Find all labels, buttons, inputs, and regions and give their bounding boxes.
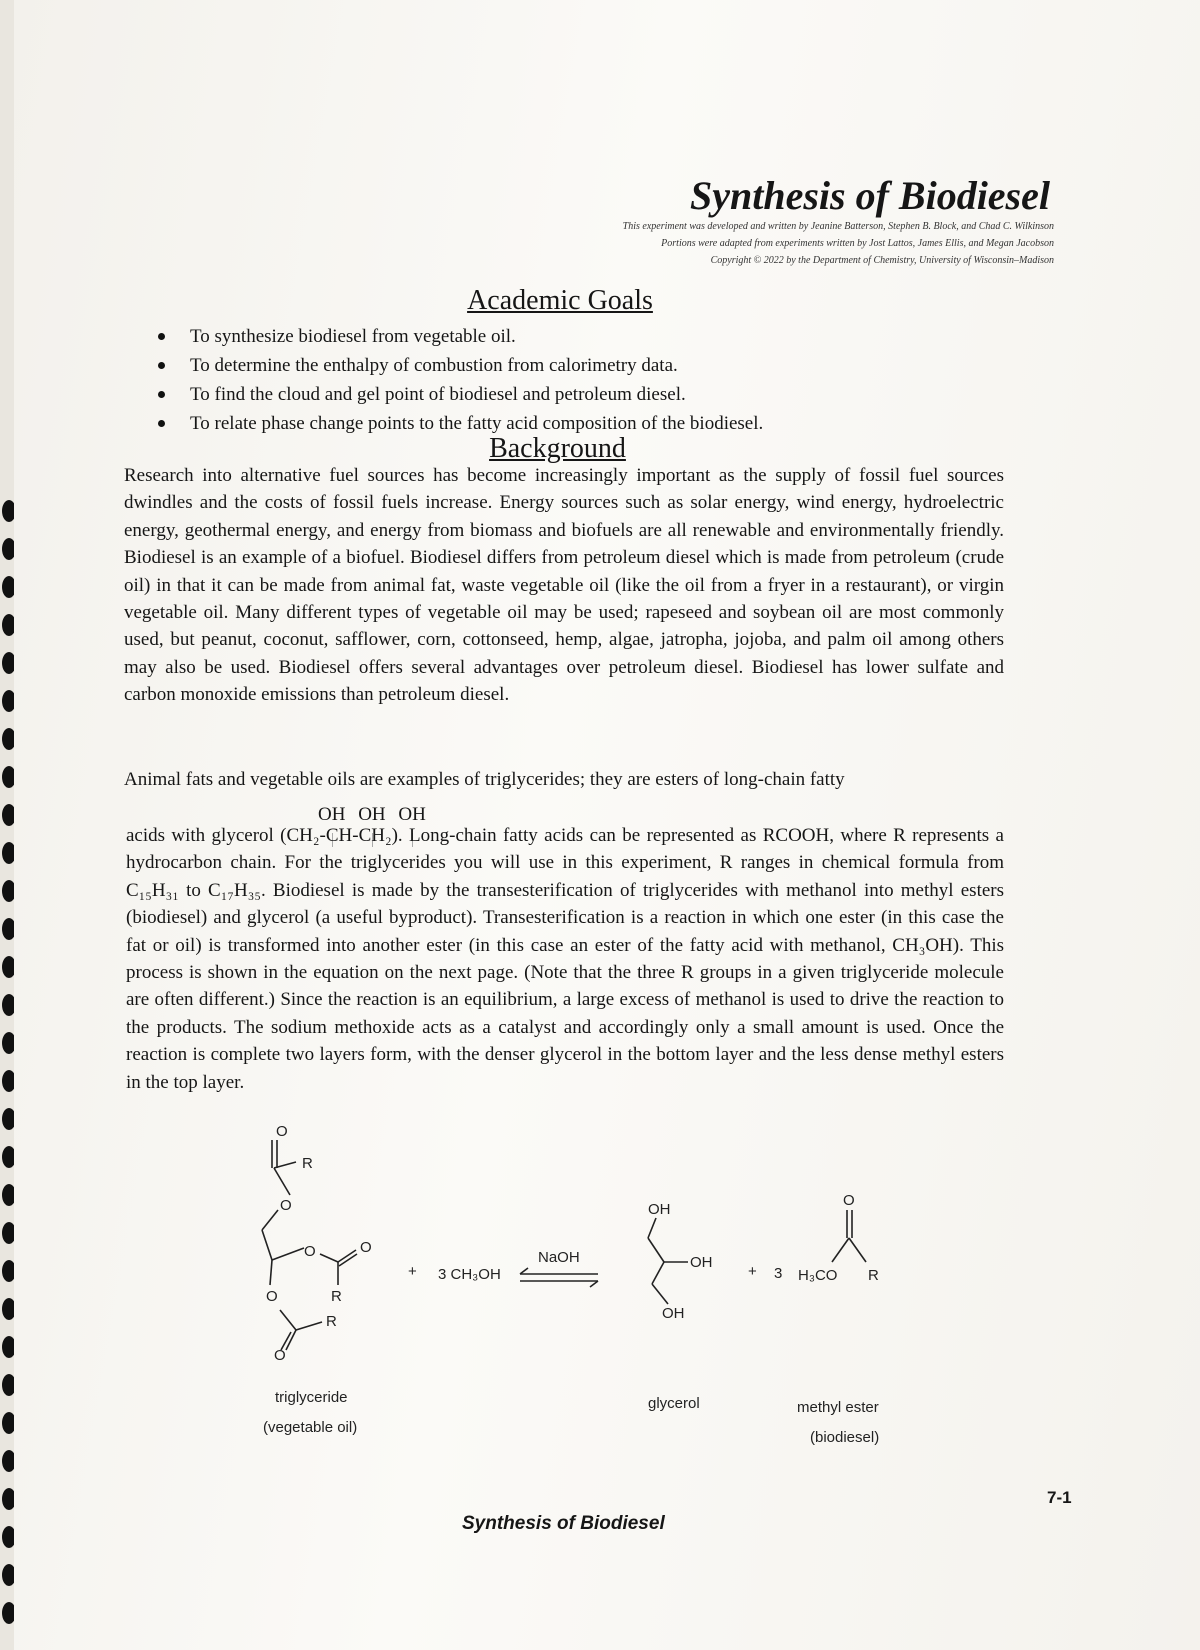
background-paragraph: Research into alternative fuel sources has become increasingly important as the supply of fossil fuel sources dwindles and the costs of fossil fuels increase. Energy sources such as solar energy, wind energy, hydroelectric energy, geothermal energy, and energy from biomass and biofuels are all renewable and environmentally friendly. Biodiesel is an example of a biofuel. Biodiesel differs from petroleum diesel which is made from petroleum (crude oil) in that it can be made from animal fat, waste vegetable oil (like the oil from a fryer in a restaurant), or virgin vegetable oil. Many different types of vegetable oil may be used; rapeseed and soybean oil are most commonly used, but peanut, coconut, safflower, corn, cottonseed, hemp, algae, jatropha, jojoba, and palm oil among others may also be used. Biodiesel offers several advantages over petroleum diesel. Biodiesel has lower sulfate and carbon monoxide emissions than petroleum diesel. bbox=[124, 465, 1004, 706]
list-item: To determine the enthalpy of combustion from calorimetry data. bbox=[152, 351, 763, 380]
page-title: Synthesis of Biodiesel bbox=[689, 173, 1050, 218]
oxygen-atom: O bbox=[360, 1239, 372, 1256]
oxygen-atom: O bbox=[280, 1197, 292, 1214]
r-group: R bbox=[302, 1155, 313, 1172]
methoxy-group: H₃CO bbox=[798, 1267, 838, 1284]
list-item: To synthesize biodiesel from vegetable oil. bbox=[152, 322, 763, 351]
credit-line: Portions were adapted from experiments written by Jost Lattos, James Ellis, and Megan Jacobson bbox=[661, 238, 1054, 249]
oxygen-atom: O bbox=[274, 1347, 286, 1364]
footer-title: Synthesis of Biodiesel bbox=[462, 1513, 665, 1534]
glycerol-oh-groups: OH OH OH bbox=[318, 804, 426, 825]
oxygen-atom: O bbox=[276, 1123, 288, 1140]
r-group: R bbox=[331, 1288, 342, 1305]
credit-line: Copyright © 2022 by the Department of Chemistry, University of Wisconsin–Madison bbox=[710, 255, 1054, 266]
glycerol-label: glycerol bbox=[648, 1395, 700, 1412]
page-number: 7-1 bbox=[1047, 1488, 1072, 1507]
methanol-reagent: 3 CH₃OH bbox=[438, 1266, 501, 1283]
oxygen-atom: O bbox=[304, 1243, 316, 1260]
list-item: To relate phase change points to the fatty acid composition of the biodiesel. bbox=[152, 409, 763, 438]
r-group: R bbox=[868, 1267, 879, 1284]
hydroxyl-group: OH bbox=[662, 1305, 685, 1322]
triglyceride-sentence: Animal fats and vegetable oils are examples of triglycerides; they are esters of long-chain fatty bbox=[124, 769, 845, 790]
oxygen-atom: O bbox=[843, 1192, 855, 1209]
list-item: To find the cloud and gel point of biodiesel and petroleum diesel. bbox=[152, 380, 763, 409]
r-group: R bbox=[326, 1313, 337, 1330]
oxygen-atom: O bbox=[266, 1288, 278, 1305]
transesterification-paragraph: acids with glycerol (CH₂-CH-CH₂). Long-chain fatty acids can be represented as RCOOH, where R represents a hydrocarbon chain. For the triglycerides you will use in this experiment, R ranges in chemical formula from C₁₅H₃₁ to C₁₇H₃₅. Biodiesel is made by the transesterification of triglycerides with methanol into methyl esters (biodiesel) and glycerol (a useful byproduct). Transesterification is a reaction in which one ester (in this case the fat or oil) is transformed into another ester (in this case an ester of the fatty acid with methanol, CH₃OH). This process is shown in the equation on the next page. (Note that the three R groups in a given triglyceride molecule are often different.) Since the reaction is an equilibrium, a large excess of methanol is used to drive the reaction to the products. The sodium methoxide acts as a catalyst and accordingly only a small amount is used. Once the reaction is complete two layers form, with the denser glycerol in the bottom layer and the less dense methyl esters in the top layer. bbox=[126, 825, 1004, 1093]
background-heading: Background bbox=[489, 433, 626, 464]
triglyceride-sublabel: (vegetable oil) bbox=[263, 1419, 358, 1436]
methyl-ester-label: methyl ester bbox=[797, 1399, 879, 1416]
stoichiometric-coefficient: 3 bbox=[774, 1265, 783, 1282]
academic-goals-heading: Academic Goals bbox=[467, 285, 653, 316]
hydroxyl-group: OH bbox=[648, 1201, 671, 1218]
plus-sign: + bbox=[408, 1263, 417, 1280]
catalyst-label: NaOH bbox=[538, 1249, 580, 1266]
plus-sign: + bbox=[748, 1263, 757, 1280]
hydroxyl-group: OH bbox=[690, 1254, 713, 1271]
triglyceride-label: triglyceride bbox=[275, 1389, 348, 1406]
credit-line: This experiment was developed and written by Jeanine Batterson, Stephen B. Block, and Chad C. Wilkinson bbox=[622, 221, 1054, 232]
methyl-ester-sublabel: (biodiesel) bbox=[810, 1429, 880, 1446]
